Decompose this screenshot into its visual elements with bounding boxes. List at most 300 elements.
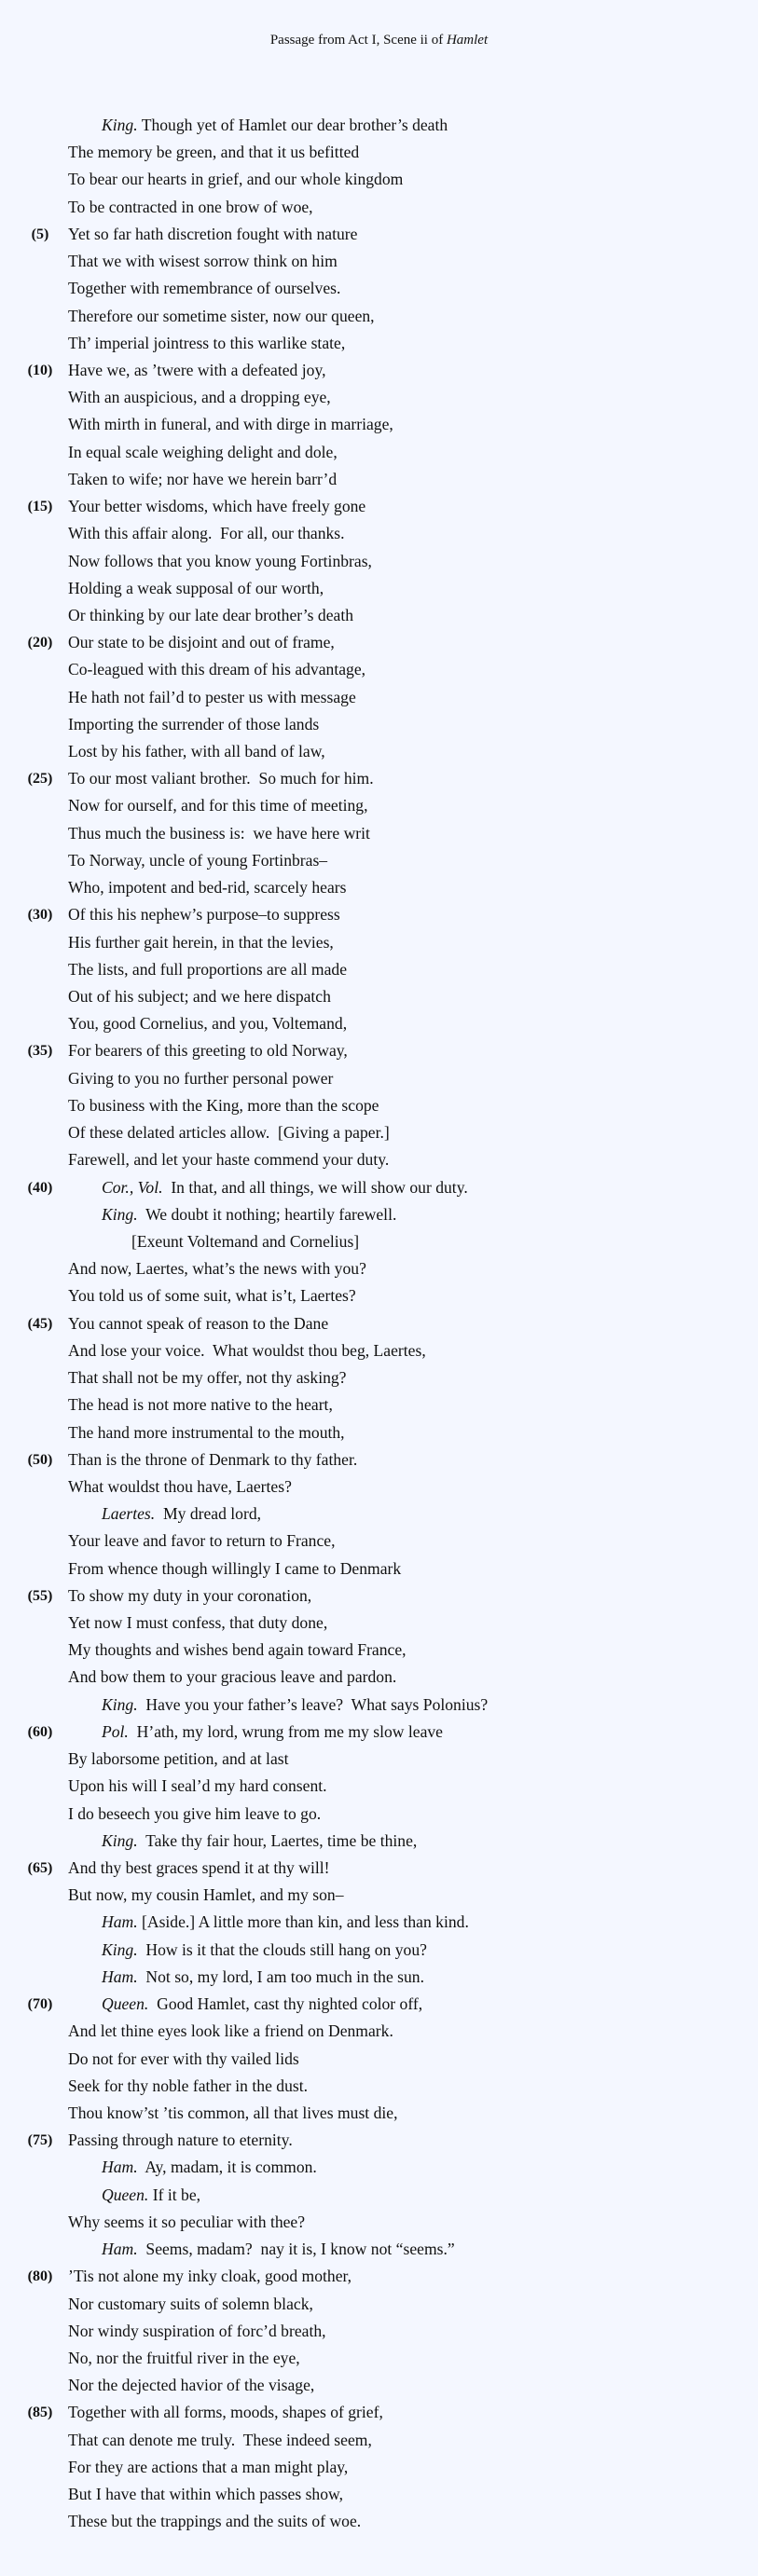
passage-line — [0, 1282, 758, 1309]
line-number: (70) — [27, 1996, 53, 2013]
passage-line — [0, 1391, 758, 1418]
line-text — [68, 1610, 327, 1637]
passage-line — [0, 1664, 758, 1691]
passage-line — [0, 330, 758, 357]
verse-text: ’Tis not alone my inky cloak, good mother, — [68, 2267, 352, 2286]
line-number: (75) — [27, 2132, 53, 2149]
line-number: (80) — [27, 2268, 53, 2285]
line-text — [68, 1746, 289, 1773]
line-text — [68, 2399, 383, 2426]
speaker-name: Ham. — [102, 2240, 138, 2259]
line-number: (25) — [27, 771, 53, 788]
line-text — [68, 2345, 300, 2372]
verse-text: In that, and all things, we will show our duty. — [162, 1177, 468, 1197]
line-text — [68, 1664, 396, 1691]
passage-line — [0, 2073, 758, 2100]
verse-text: [Aside.] A little more than kin, and less than kind. — [137, 1912, 469, 1932]
verse-text: The memory be green, and that it us befitted — [68, 143, 360, 162]
verse-text: Not so, my lord, I am too much in the sun. — [137, 1966, 424, 1986]
line-number: (65) — [27, 1860, 53, 1876]
passage-line — [0, 2372, 758, 2399]
passage-line — [0, 139, 758, 166]
line-text — [68, 139, 359, 166]
line-text — [68, 629, 335, 656]
line-text — [68, 1146, 389, 1173]
passage-line — [0, 1937, 758, 1964]
passage-line — [0, 1500, 758, 1528]
verse-text: With this affair along. For all, our thanks. — [68, 524, 345, 543]
line-number: (60) — [27, 1723, 53, 1740]
verse-text: Now follows that you know young Fortinbras, — [68, 551, 372, 570]
passage-line — [0, 847, 758, 874]
verse-text: My thoughts and wishes bend again toward France, — [68, 1640, 407, 1660]
passage-line — [0, 901, 758, 928]
line-text — [68, 1037, 348, 1064]
line-text — [68, 956, 347, 983]
speaker-name: King. — [102, 1830, 138, 1850]
passage-line — [0, 2481, 758, 2508]
verse-text: [Exeunt Voltemand and Cornelius] — [131, 1231, 360, 1251]
line-text — [68, 1255, 366, 1282]
speaker-name: Cor., Vol. — [102, 1177, 163, 1197]
speaker-name: Queen. — [102, 1994, 149, 2014]
line-text — [68, 2318, 326, 2345]
line-text — [68, 1391, 333, 1418]
verse-text: Importing the surrender of those lands — [68, 714, 320, 733]
verse-text: And thy best graces spend it at thy will! — [68, 1858, 330, 1877]
passage-line — [0, 2291, 758, 2318]
verse-text: Nor windy suspiration of forc’d breath, — [68, 2321, 326, 2340]
passage-line — [0, 656, 758, 683]
passage-line — [0, 1092, 758, 1119]
passage-line — [0, 112, 758, 139]
line-text — [102, 1692, 488, 1719]
line-text — [68, 1310, 328, 1337]
verse-text: Take thy fair hour, Laertes, time be thine, — [137, 1830, 418, 1850]
verse-text: You cannot speak of reason to the Dane — [68, 1313, 329, 1333]
passage-line — [0, 2454, 758, 2481]
verse-text: Or thinking by our late dear brother’s death — [68, 605, 354, 624]
passage-line — [0, 2154, 758, 2181]
passage-line — [0, 2209, 758, 2236]
line-text — [68, 684, 356, 711]
passage-line — [0, 820, 758, 847]
verse-text: Good Hamlet, cast thy nighted color off, — [148, 1994, 423, 2014]
passage-line — [0, 1583, 758, 1610]
speaker-name: Queen. — [102, 2185, 149, 2204]
verse-text: From whence though willingly I came to Denmark — [68, 1558, 402, 1578]
line-text — [68, 711, 319, 738]
verse-text: Ay, madam, it is common. — [137, 2158, 317, 2177]
line-text — [68, 303, 375, 330]
passage-line — [0, 2427, 758, 2454]
line-text — [68, 411, 393, 438]
line-text — [68, 2481, 343, 2508]
passage-line — [0, 275, 758, 302]
verse-text: With mirth in funeral, and with dirge in marriage, — [68, 415, 393, 434]
verse-text: Giving to you no further personal power — [68, 1068, 334, 1088]
line-text — [68, 1473, 292, 1500]
passage-line — [0, 2318, 758, 2345]
line-text — [68, 1010, 347, 1037]
speaker-name: Laertes. — [102, 1504, 156, 1524]
line-text — [68, 2018, 393, 2045]
passage-line — [0, 1473, 758, 1500]
passage-line — [0, 2399, 758, 2426]
line-text — [102, 1174, 468, 1201]
verse-text: Nor customary suits of solemn black, — [68, 2294, 313, 2313]
line-text — [68, 548, 372, 575]
verse-text: Farewell, and let your haste commend your duty. — [68, 1150, 390, 1170]
line-text — [68, 2263, 351, 2290]
passage-line — [0, 2236, 758, 2263]
verse-text: Yet now I must confess, that duty done, — [68, 1613, 328, 1633]
passage-line — [0, 2263, 758, 2290]
verse-text: Yet so far hath discretion fought with nature — [68, 224, 358, 243]
passage-line — [0, 1909, 758, 1936]
passage-line — [0, 2046, 758, 2073]
verse-text: Why seems it so peculiar with thee? — [68, 2212, 306, 2231]
passage-line — [0, 2508, 758, 2535]
verse-text: Though yet of Hamlet our dear brother’s death — [137, 116, 448, 134]
passage-line — [0, 1855, 758, 1882]
line-text — [68, 493, 365, 520]
line-text — [68, 1065, 333, 1092]
verse-text: You, good Cornelius, and you, Voltemand, — [68, 1014, 348, 1034]
line-text — [68, 1419, 345, 1446]
line-text — [68, 2454, 348, 2481]
line-text — [102, 1828, 417, 1855]
verse-text: Your better wisdoms, which have freely gone — [68, 497, 366, 516]
verse-text: What wouldst thou have, Laertes? — [68, 1476, 292, 1496]
line-number: (15) — [27, 499, 53, 515]
line-text — [68, 1801, 321, 1828]
passage-line — [0, 1801, 758, 1828]
verse-text: For they are actions that a man might play, — [68, 2457, 349, 2476]
line-text — [68, 2046, 299, 2073]
passage-line — [0, 2345, 758, 2372]
line-text — [131, 1228, 359, 1255]
passage-line — [0, 439, 758, 466]
speaker-name: Pol. — [102, 1721, 129, 1741]
speaker-name: King. — [102, 1939, 138, 1959]
line-text — [68, 792, 368, 819]
verse-text: The lists, and full proportions are all made — [68, 959, 348, 979]
verse-text: Together with remembrance of ourselves. — [68, 279, 341, 298]
passage-line — [0, 2182, 758, 2209]
verse-text: To be contracted in one brow of woe, — [68, 197, 313, 216]
verse-text: Passing through nature to eternity. — [68, 2131, 293, 2150]
verse-text: Nor the dejected havior of the visage, — [68, 2376, 315, 2395]
passage-line — [0, 1828, 758, 1855]
line-text — [68, 1364, 347, 1391]
line-number: (35) — [27, 1043, 53, 1060]
passage-line — [0, 520, 758, 547]
verse-text: Of this his nephew’s purpose–to suppress — [68, 905, 340, 925]
line-text — [68, 1337, 426, 1364]
line-text — [102, 1964, 424, 1991]
line-text — [68, 194, 313, 221]
passage-line — [0, 1719, 758, 1746]
line-text — [68, 901, 340, 928]
passage-line — [0, 2127, 758, 2154]
verse-text: H’ath, my lord, wrung from me my slow leave — [128, 1721, 443, 1741]
verse-text: And now, Laertes, what’s the news with you? — [68, 1259, 366, 1279]
verse-text: And let thine eyes look like a friend on Denmark. — [68, 2021, 393, 2041]
speaker-name: King. — [102, 1694, 138, 1714]
line-text — [68, 439, 338, 466]
passage-line — [0, 1201, 758, 1228]
passage-line — [0, 929, 758, 956]
passage-line — [0, 983, 758, 1010]
verse-text: Seek for thy noble father in the dust. — [68, 2076, 308, 2095]
line-text — [68, 1855, 329, 1882]
line-number: (20) — [27, 635, 53, 651]
title-prefix: Passage from Act I, Scene ii of — [269, 33, 447, 48]
verse-text: Th’ imperial jointress to this warlike state, — [68, 333, 346, 352]
verse-text: To our most valiant brother. So much for him. — [68, 769, 374, 788]
verse-text: His further gait herein, in that the levies, — [68, 932, 334, 952]
verse-text: Of these delated articles allow. [Giving a paper.] — [68, 1123, 390, 1143]
passage-line — [0, 1010, 758, 1037]
verse-text: Upon his will I seal’d my hard consent. — [68, 1776, 327, 1796]
passage-line — [0, 575, 758, 602]
line-text — [68, 520, 345, 547]
speaker-name: King. — [102, 116, 138, 134]
line-text — [68, 2427, 372, 2454]
verse-text: Thou know’st ’tis common, all that lives must die, — [68, 2103, 398, 2122]
passage-line — [0, 602, 758, 629]
verse-text: That can denote me truly. These indeed seem, — [68, 2430, 372, 2449]
verse-text: That shall not be my offer, not thy asking? — [68, 1368, 347, 1388]
verse-text: To show my duty in your coronation, — [68, 1585, 312, 1605]
verse-text: Do not for ever with thy vailed lids — [68, 2048, 299, 2068]
verse-text: If it be, — [148, 2185, 201, 2204]
line-text — [102, 1937, 427, 1964]
line-text — [68, 656, 365, 683]
line-number: (45) — [27, 1315, 53, 1332]
line-text — [68, 1583, 311, 1610]
line-text — [102, 2182, 200, 2209]
passage-line — [0, 738, 758, 765]
passage-line — [0, 629, 758, 656]
verse-text: Holding a weak supposal of our worth, — [68, 578, 324, 597]
verse-text: To bear our hearts in grief, and our whole kingdom — [68, 170, 404, 189]
line-text — [68, 357, 326, 384]
verse-text: That we with wisest sorrow think on him — [68, 252, 338, 271]
passage-line — [0, 1065, 758, 1092]
passage-line — [0, 1446, 758, 1473]
line-text — [102, 1201, 396, 1228]
line-text — [68, 166, 403, 193]
verse-text: Together with all forms, moods, shapes of grief, — [68, 2403, 383, 2422]
verse-text: And bow them to your gracious leave and pardon. — [68, 1667, 397, 1687]
line-number: (50) — [27, 1451, 53, 1468]
line-text — [68, 466, 337, 493]
passage-line — [0, 1037, 758, 1064]
line-text — [68, 1119, 390, 1146]
line-text — [68, 384, 331, 411]
line-text — [102, 1719, 443, 1746]
verse-text: My dread lord, — [155, 1504, 262, 1524]
passage-line — [0, 1119, 758, 1146]
line-text — [68, 221, 357, 248]
passage-line — [0, 1146, 758, 1173]
verse-text: Out of his subject; and we here dispatch — [68, 987, 331, 1006]
verse-text: And lose your voice. What wouldst thou beg, Laertes, — [68, 1340, 426, 1360]
line-text — [68, 575, 324, 602]
line-text — [102, 2236, 455, 2263]
verse-text: We doubt it nothing; heartily farewell. — [137, 1204, 397, 1224]
passage-line — [0, 1964, 758, 1991]
passage-line — [0, 1692, 758, 1719]
passage-line — [0, 956, 758, 983]
line-text — [68, 1637, 407, 1664]
passage-line — [0, 874, 758, 901]
passage-line — [0, 1419, 758, 1446]
line-text — [68, 1282, 356, 1309]
passage-line — [0, 248, 758, 275]
speaker-name: Ham. — [102, 2158, 138, 2177]
line-text — [102, 112, 448, 139]
verse-text: By laborsome petition, and at last — [68, 1749, 289, 1769]
verse-text: You told us of some suit, what is’t, Laertes? — [68, 1286, 356, 1306]
passage-line — [0, 765, 758, 792]
verse-text: He hath not fail’d to pester us with message — [68, 687, 356, 706]
verse-text: Than is the throne of Denmark to thy father. — [68, 1449, 358, 1469]
line-text — [68, 248, 338, 275]
passage-line — [0, 1773, 758, 1800]
passage-line — [0, 1991, 758, 2018]
passage-line — [0, 1228, 758, 1255]
line-text — [68, 602, 353, 629]
line-number: (30) — [27, 907, 53, 924]
line-text — [68, 1555, 401, 1583]
verse-text: Seems, madam? nay it is, I know not “seems.” — [137, 2240, 455, 2259]
line-text — [68, 2073, 308, 2100]
title-play: Hamlet — [446, 33, 489, 48]
speaker-name: King. — [102, 1204, 138, 1224]
line-text — [102, 2154, 317, 2181]
line-text — [68, 2127, 293, 2154]
passage-line — [0, 2018, 758, 2045]
line-text — [68, 820, 370, 847]
passage-line — [0, 2100, 758, 2127]
passage-line — [0, 194, 758, 221]
passage-line — [0, 792, 758, 819]
passage-line — [0, 1310, 758, 1337]
passage-line — [0, 711, 758, 738]
line-number: (10) — [27, 362, 53, 378]
verse-text: The hand more instrumental to the mouth, — [68, 1422, 345, 1442]
passage-line — [0, 684, 758, 711]
verse-text: To Norway, uncle of young Fortinbras– — [68, 850, 328, 870]
verse-text: In equal scale weighing delight and dole, — [68, 442, 338, 461]
line-text — [68, 1882, 344, 1909]
verse-text: Lost by his father, with all band of law, — [68, 742, 325, 761]
line-text — [68, 983, 331, 1010]
verse-text: With an auspicious, and a dropping eye, — [68, 388, 331, 407]
passage-line — [0, 1610, 758, 1637]
line-text — [68, 2508, 361, 2535]
passage-line — [0, 466, 758, 493]
passage-line — [0, 357, 758, 384]
line-text — [68, 929, 334, 956]
verse-text: Your leave and favor to return to France, — [68, 1531, 336, 1551]
verse-text: Who, impotent and bed-rid, scarcely hears — [68, 878, 347, 897]
line-text — [102, 1500, 261, 1528]
verse-text: To business with the King, more than the scope — [68, 1095, 379, 1115]
passage-line — [0, 384, 758, 411]
passage-line — [0, 1364, 758, 1391]
passage-line — [0, 166, 758, 193]
line-text — [68, 738, 325, 765]
verse-text: For bearers of this greeting to old Norway, — [68, 1041, 348, 1061]
line-text — [68, 2291, 313, 2318]
line-text — [68, 2100, 397, 2127]
line-text — [68, 874, 347, 901]
line-text — [68, 1446, 357, 1473]
passage-line — [0, 1174, 758, 1201]
line-number: (85) — [27, 2405, 53, 2421]
line-text — [102, 1909, 469, 1936]
line-text — [68, 765, 374, 792]
verse-text: But I have that within which passes show, — [68, 2485, 343, 2504]
passage-line — [0, 493, 758, 520]
line-text — [68, 2209, 305, 2236]
verse-text: Have we, as ’twere with a defeated joy, — [68, 360, 326, 379]
verse-text: No, nor the fruitful river in the eye, — [68, 2348, 300, 2367]
passage-line — [0, 1255, 758, 1282]
line-text — [68, 1773, 327, 1800]
passage-line — [0, 1337, 758, 1364]
passage-line — [0, 221, 758, 248]
passage-line — [0, 1637, 758, 1664]
line-number: (55) — [27, 1587, 53, 1604]
verse-text: Taken to wife; nor have we herein barr’d — [68, 469, 338, 488]
verse-text: These but the trappings and the suits of woe. — [68, 2512, 362, 2531]
verse-text: Now for ourself, and for this time of meeting, — [68, 796, 368, 815]
verse-text: Co-leagued with this dream of his advantage, — [68, 660, 366, 679]
line-text — [68, 1528, 335, 1555]
speaker-name: Ham. — [102, 1966, 138, 1986]
line-text — [68, 2372, 314, 2399]
verse-text: Our state to be disjoint and out of frame, — [68, 633, 335, 652]
passage-line — [0, 1555, 758, 1583]
line-text — [68, 1092, 379, 1119]
passage-line — [0, 1746, 758, 1773]
verse-text: Therefore our sometime sister, now our queen, — [68, 306, 375, 325]
verse-text: The head is not more native to the heart, — [68, 1395, 333, 1415]
passage — [0, 112, 758, 2535]
verse-text: Have you your father’s leave? What says Polonius? — [137, 1694, 489, 1714]
passage-line — [0, 411, 758, 438]
page-title — [0, 33, 758, 48]
passage-line — [0, 548, 758, 575]
verse-text: How is it that the clouds still hang on you? — [137, 1939, 427, 1959]
line-text — [102, 1991, 422, 2018]
verse-text: But now, my cousin Hamlet, and my son– — [68, 1885, 344, 1905]
line-text — [68, 330, 345, 357]
line-number: (5) — [31, 226, 49, 242]
line-number: (40) — [27, 1179, 53, 1196]
line-text — [68, 275, 340, 302]
passage-line — [0, 1528, 758, 1555]
passage-line — [0, 1882, 758, 1909]
line-text — [68, 847, 327, 874]
passage-line — [0, 303, 758, 330]
verse-text: Thus much the business is: we have here writ — [68, 823, 370, 843]
